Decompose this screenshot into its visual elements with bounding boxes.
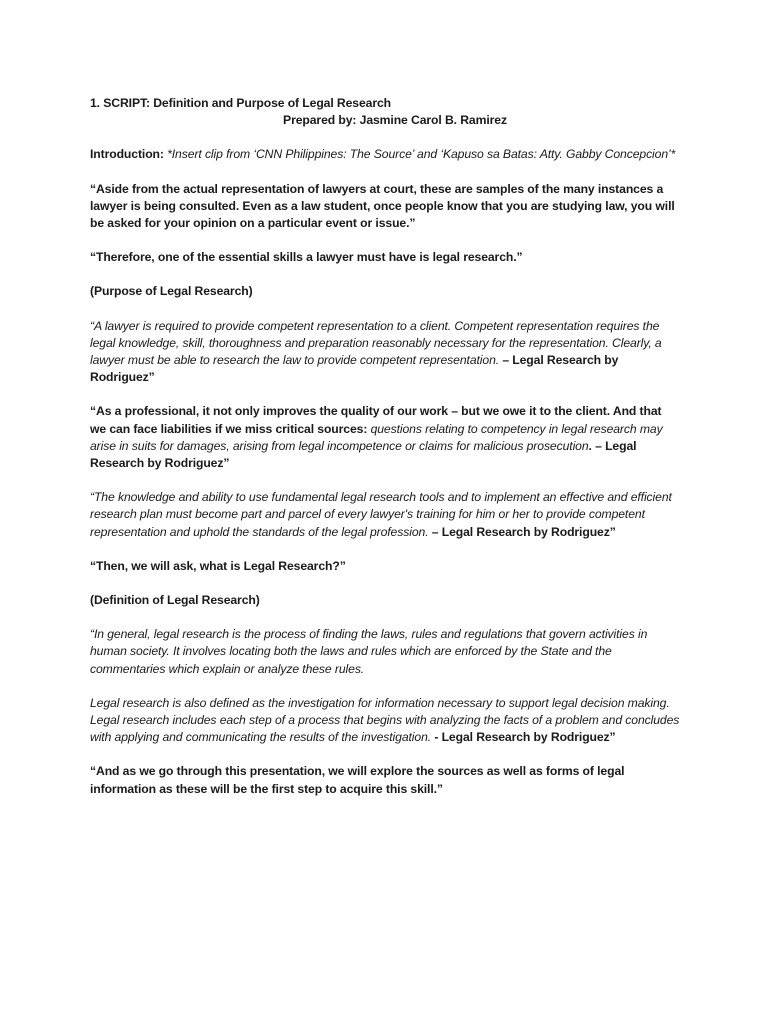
heading-definition: (Definition of Legal Research) [90, 593, 260, 608]
quote1-source: – Legal Research by Rodriguez” [90, 353, 619, 385]
quote2-source: . – Legal Research by Rodriguez” [90, 438, 637, 471]
intro-text: *Insert clip from ‘CNN Philippines: The Source’ and ‘Kapuso sa Batas: Atty. Gabby Concepcion’* [163, 147, 676, 162]
quote1-text: “A lawyer is required to provide competent representation to a client. Competent representation requires the legal knowledge, skill, thoroughness and preparation reasonably necessary for the representation. Clearly, a lawyer must be able to research the law to provide competent representation. [90, 318, 662, 368]
paragraph-lawyer-consulted: “Aside from the actual representation of lawyers at court, these are samples of the many instances a lawyer is being consulted. Even as a law student, once people know that you are studying law, you will be asked for your opinion on a particular event or issue.” [90, 181, 675, 231]
paragraph-essential-skill: “Therefore, one of the essential skills a lawyer must have is legal research.” [90, 250, 523, 265]
document-title: 1. SCRIPT: Definition and Purpose of Legal Research [90, 96, 391, 110]
quote2-text: questions relating to competency in legal research may arise in suits for damages, arising from legal incompetence or claims for malicious prosecution [90, 421, 663, 453]
def2-text: Legal research is also defined as the investigation for information necessary to support legal decision making. Legal research includes each step of a process that begins with analyzing the facts of a problem and concludes with applying and communicating the results of the investigation. [90, 695, 680, 745]
quote3-text: “The knowledge and ability to use fundamental legal research tools and to implement an effective and efficient research plan must become part and parcel of every lawyer's training for him or her to provide competent representation and uphold the standards of the legal profession. [90, 490, 672, 539]
quote3-source: – Legal Research by Rodriguez” [428, 524, 616, 539]
quote-professional [90, 403, 680, 472]
quote-knowledge-ability [90, 489, 680, 541]
paragraph-what-is: “Then, we will ask, what is Legal Research?” [90, 558, 346, 573]
intro-paragraph [90, 146, 680, 163]
definition-investigation [90, 695, 680, 747]
def2-source: - Legal Research by Rodriguez” [431, 730, 616, 745]
document-byline: Prepared by: Jasmine Carol B. Ramirez [283, 113, 507, 128]
definition-general: “In general, legal research is the process of finding the laws, rules and regulations that govern activities in human society. It involves locating both the laws and rules which are enforced by the State and the commentaries which explain or analyze these rules. [90, 627, 648, 676]
quote2-lead: “As a professional, it not only improves the quality of our work – but we owe it to the client. And that we can face liabilities if we miss critical sources: [90, 404, 662, 436]
document-page [90, 95, 680, 815]
quote-competent-representation [90, 318, 680, 387]
heading-purpose: (Purpose of Legal Research) [90, 284, 253, 299]
paragraph-closing: “And as we go through this presentation, we will explore the sources as well as forms of legal information as these will be the first step to acquire this skill.” [90, 764, 625, 796]
intro-label: Introduction: [90, 147, 164, 162]
